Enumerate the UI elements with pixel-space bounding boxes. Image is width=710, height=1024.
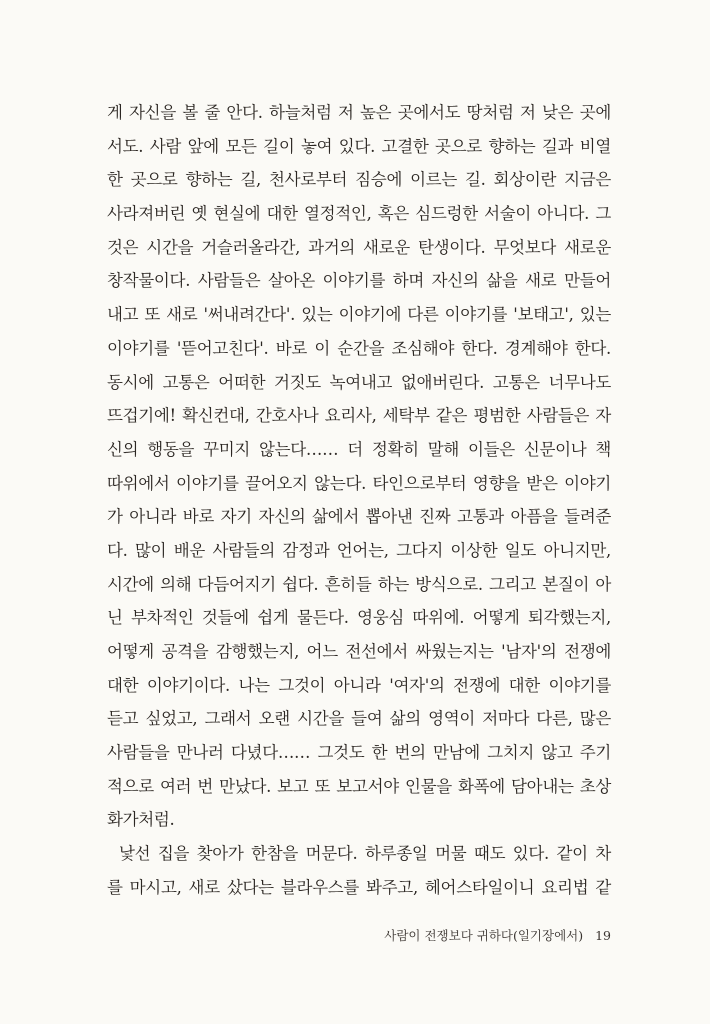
- running-title: 사람이 전쟁보다 귀하다(일기장에서): [384, 928, 584, 943]
- text-line: 를 마시고, 새로 샀다는 블라우스를 봐주고, 헤어스타일이니 요리법 같: [107, 877, 611, 897]
- text-line: 닌 부차적인 것들에 쉽게 물든다. 영웅심 따위에. 어떻게 퇴각했는지,: [107, 608, 611, 628]
- text-line: 사라져버린 옛 현실에 대한 열정적인, 혹은 심드렁한 서술이 아니다. 그: [107, 204, 611, 224]
- text-line: 서도. 사람 앞에 모든 길이 놓여 있다. 고결한 곳으로 향하는 길과 비열: [107, 136, 611, 156]
- text-line: 것은 시간을 거슬러올라간, 과거의 새로운 탄생이다. 무엇보다 새로운: [107, 237, 611, 257]
- text-line: 사람들을 만나러 다녔다…… 그것도 한 번의 만남에 그치지 않고 주기: [107, 743, 611, 763]
- text-line: 한 곳으로 향하는 길, 천사로부터 짐승에 이르는 길. 회상이란 지금은: [107, 170, 611, 190]
- text-line: 시간에 의해 다듬어지기 쉽다. 흔히들 하는 방식으로. 그리고 본질이 아: [107, 574, 611, 594]
- paragraph-end-line: 화가처럼.: [107, 810, 175, 830]
- page-number: 19: [595, 928, 611, 943]
- text-line: 뜨겁기에! 확신컨대, 간호사나 요리사, 세탁부 같은 평범한 사람들은 자: [107, 406, 611, 426]
- text-line: 대한 이야기이다. 나는 그것이 아니라 '여자'의 전쟁에 대한 이야기를: [107, 675, 611, 695]
- paragraph-start-line: 낯선 집을 찾아가 한참을 머문다. 하루종일 머물 때도 있다. 같이 차: [119, 844, 611, 864]
- text-line: 신의 행동을 꾸미지 않는다…… 더 정확히 말해 이들은 신문이나 책: [107, 439, 611, 459]
- page-body-text: [107, 96, 611, 905]
- text-line: 가 아니라 바로 자기 자신의 삶에서 뽑아낸 진짜 고통과 아픔을 들려준: [107, 507, 611, 527]
- text-line: 다. 많이 배운 사람들의 감정과 언어는, 그다지 이상한 일도 아니지만,: [107, 540, 611, 560]
- text-line: 게 자신을 볼 줄 안다. 하늘처럼 저 높은 곳에서도 땅처럼 저 낮은 곳에: [107, 103, 611, 122]
- text-line: 따위에서 이야기를 끌어오지 않는다. 타인으로부터 영향을 받은 이야기: [107, 473, 611, 493]
- text-line: 내고 또 새로 '써내려간다'. 있는 이야기에 다른 이야기를 '보태고', 있는: [107, 305, 611, 325]
- text-line: 어떻게 공격을 감행했는지, 어느 전선에서 싸웠는지는 '남자'의 전쟁에: [107, 642, 611, 661]
- page-footer: [384, 926, 611, 944]
- text-line: 적으로 여러 번 만났다. 보고 또 보고서야 인물을 화폭에 담아내는 초상: [107, 776, 611, 796]
- text-line: 이야기를 '뜯어고친다'. 바로 이 순간을 조심해야 한다. 경계해야 한다.: [107, 338, 611, 358]
- text-line: 듣고 싶었고, 그래서 오랜 시간을 들여 삶의 영역이 저마다 다른, 많은: [107, 709, 611, 729]
- text-line: 동시에 고통은 어떠한 거짓도 녹여내고 없애버린다. 고통은 너무나도: [107, 372, 611, 392]
- text-line: 창작물이다. 사람들은 살아온 이야기를 하며 자신의 삶을 새로 만들어: [107, 271, 611, 291]
